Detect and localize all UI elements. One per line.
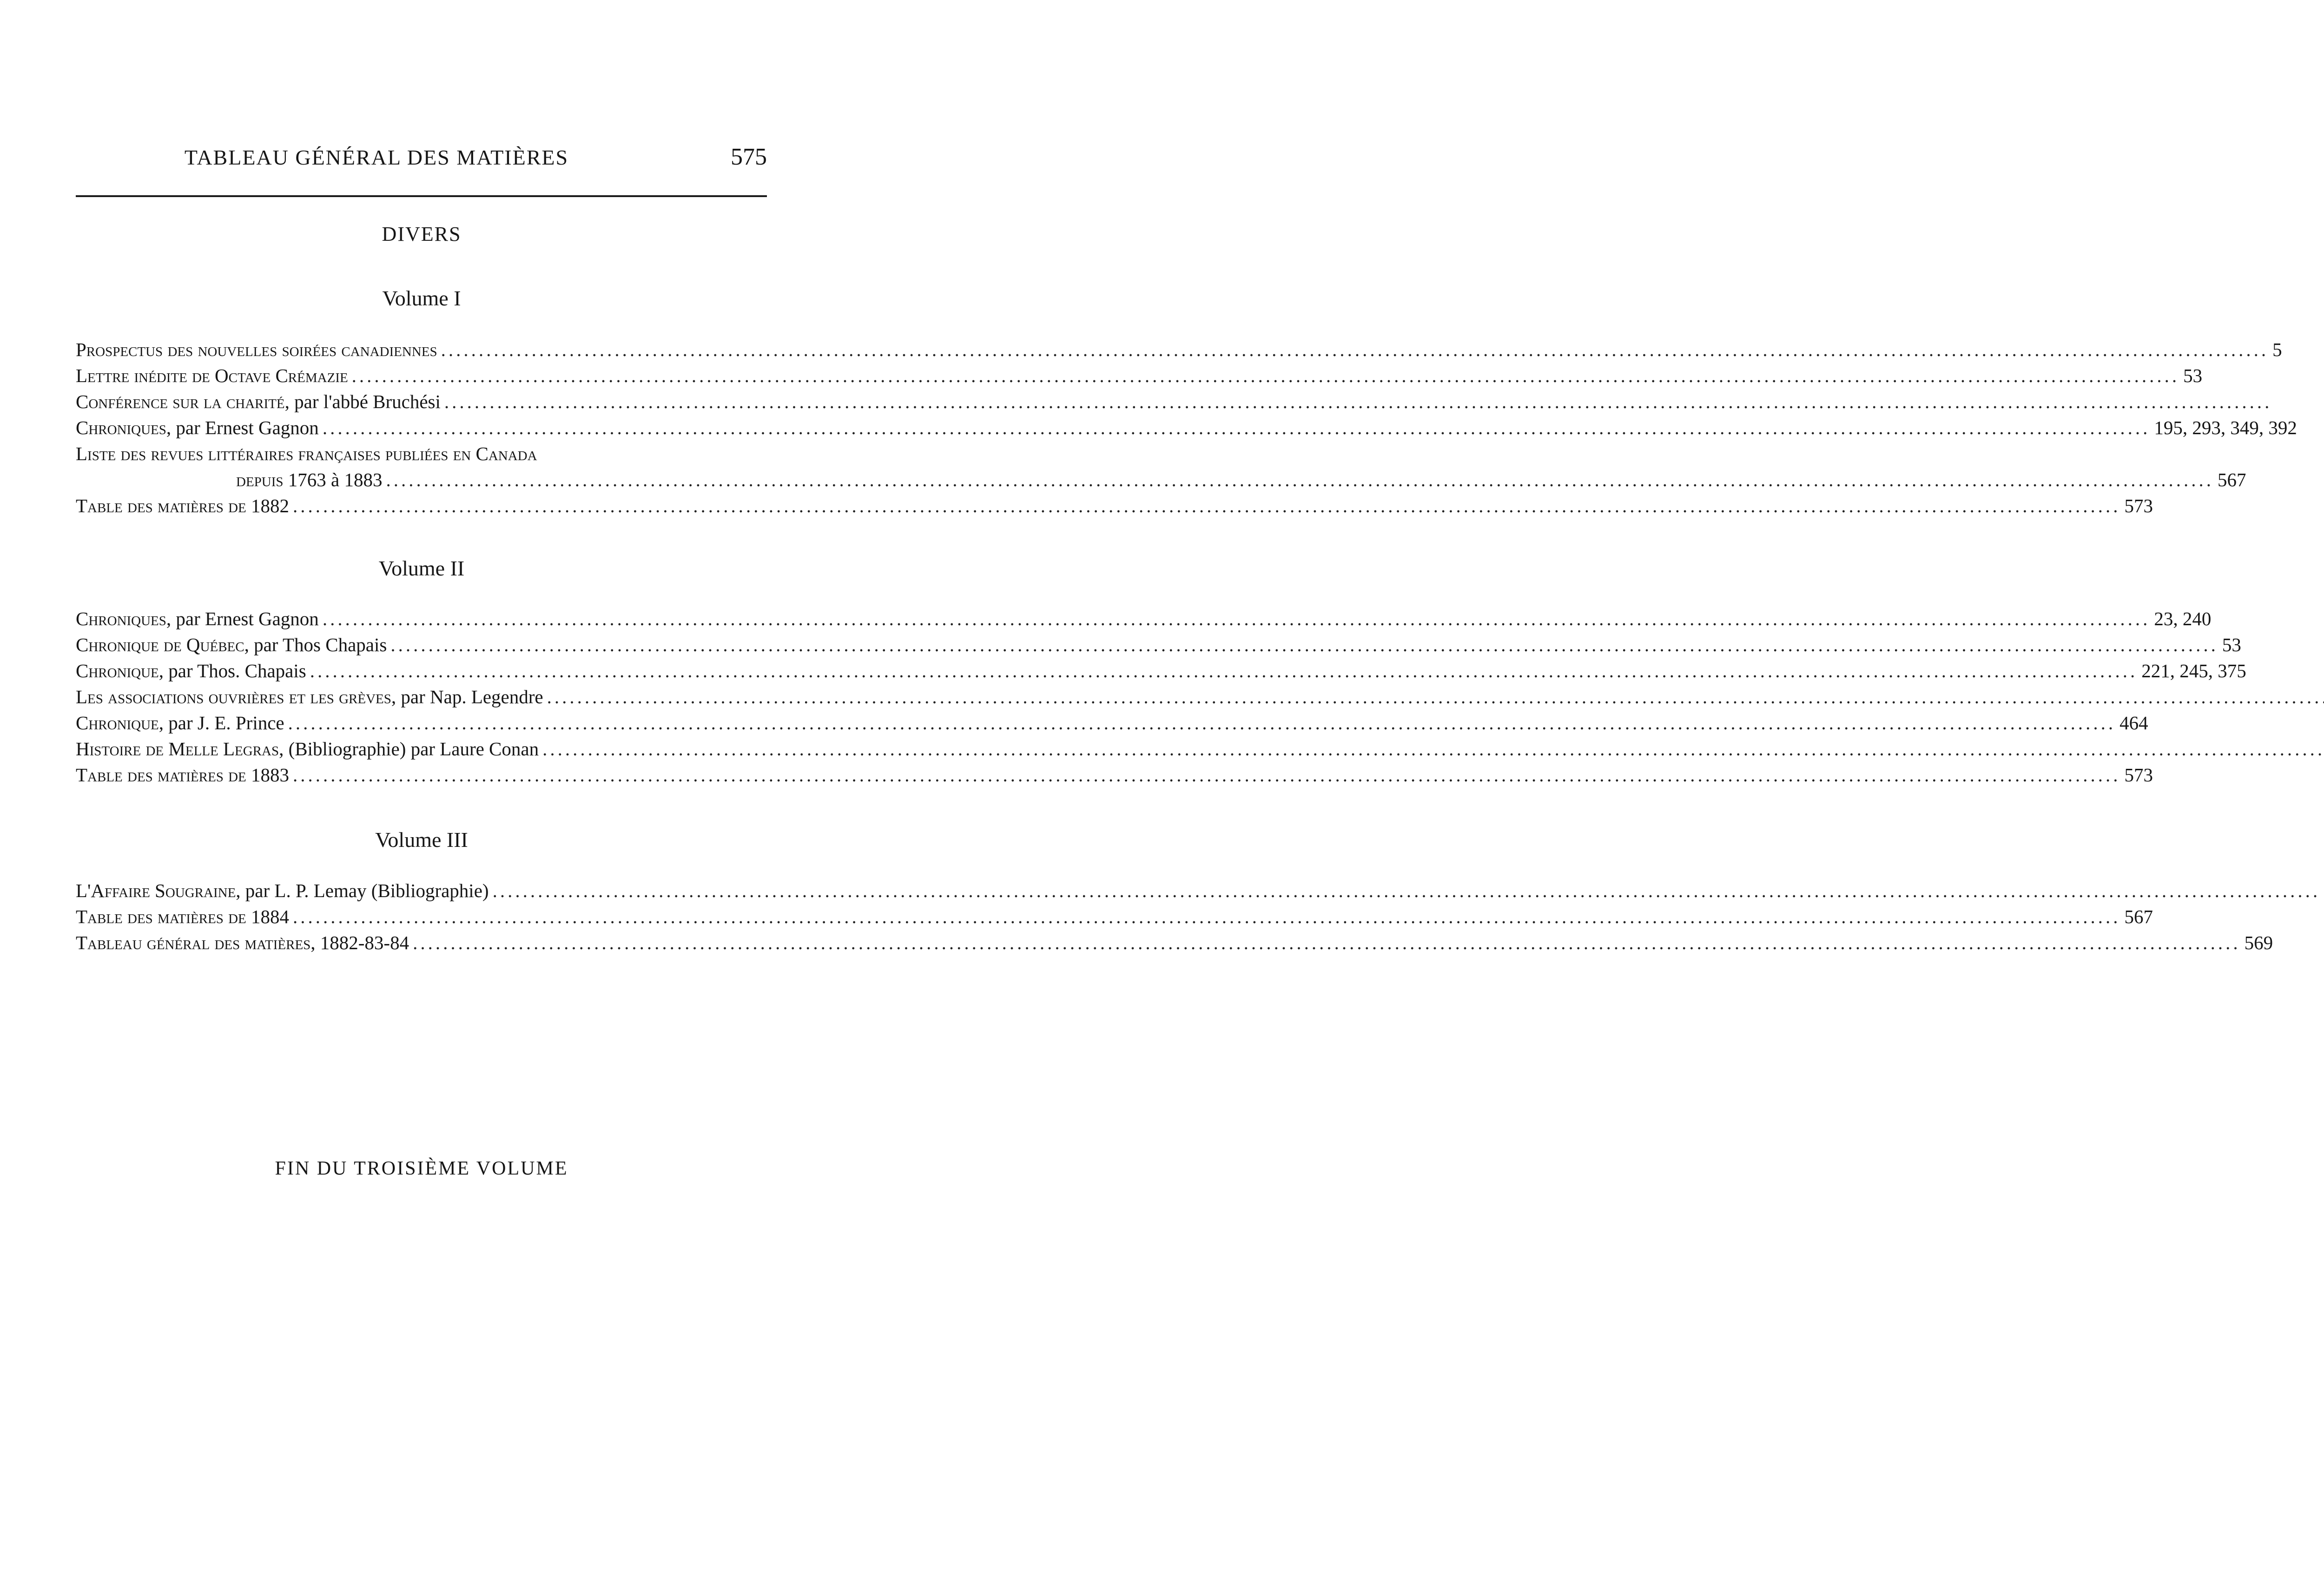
- entry-page: 195, 293, 349, 392: [2154, 417, 2297, 438]
- entry-title: Chroniques, par Ernest Gagnon: [76, 417, 319, 438]
- toc-entry: [76, 660, 2246, 686]
- dot-leader: [542, 738, 2324, 760]
- entry-title: Conférence sur la charité, par l'abbé Bruchési: [76, 391, 441, 412]
- page-number: 575: [731, 144, 767, 170]
- toc-entry: [76, 686, 767, 712]
- toc-entry: [76, 634, 2241, 660]
- entry-title: Tableau général des matières, 1882-83-84: [76, 932, 409, 953]
- entry-page: 573: [2124, 764, 2153, 786]
- dot-leader: [323, 608, 2151, 630]
- toc-entry: [76, 712, 2148, 738]
- dot-leader: [293, 495, 2121, 517]
- entry-page: 5: [2272, 339, 2282, 360]
- volume-2-entries: [76, 608, 2246, 790]
- dot-leader: [323, 416, 2151, 439]
- toc-entry: [76, 932, 2273, 958]
- entry-page: 53: [2183, 365, 2203, 386]
- dot-leader: [386, 469, 2214, 491]
- entry-title: Liste des revues littéraires françaises publiées en Canada: [76, 443, 537, 464]
- entry-title: L'Affaire Sougraine, par L. P. Lemay (Bibliographie): [76, 880, 489, 901]
- entry-title: Table des matières de 1884: [76, 906, 289, 927]
- entry-title: Chronique, par J. E. Prince: [76, 712, 284, 733]
- entry-title: depuis 1763 à 1883: [236, 469, 383, 490]
- entry-page: 221, 245, 375: [2141, 660, 2246, 681]
- header-rule: [76, 195, 767, 197]
- volume-heading-1: Volume I: [382, 286, 461, 310]
- toc-entry-continuation: [76, 469, 2246, 495]
- dot-leader: [493, 879, 2321, 902]
- entry-page: 567: [2124, 906, 2153, 927]
- toc-entry: [76, 364, 2203, 390]
- running-title: TABLEAU GÉNÉRAL DES MATIÈRES: [184, 145, 569, 169]
- entry-title: Chroniques, par Ernest Gagnon: [76, 608, 319, 629]
- volume-heading-2: Volume II: [378, 556, 465, 580]
- entry-title: Table des matières de 1883: [76, 764, 289, 786]
- dot-leader: [547, 686, 2324, 708]
- dot-leader: [293, 764, 2121, 786]
- volume-1-entries: [76, 338, 2297, 521]
- volume-heading-3: Volume III: [375, 828, 468, 852]
- section-title: DIVERS: [382, 223, 462, 245]
- toc-entry: [76, 338, 2282, 364]
- toc-entry: [76, 416, 2297, 443]
- entry-title: Table des matières de 1882: [76, 495, 289, 516]
- dot-leader: [293, 905, 2121, 928]
- running-head: [74, 145, 767, 173]
- entry-title: Chronique, par Thos. Chapais: [76, 660, 306, 681]
- toc-entry: [76, 390, 767, 416]
- entry-page: 569: [2244, 932, 2273, 953]
- entry-page: 573: [2124, 495, 2153, 516]
- dot-leader: [413, 932, 2241, 954]
- entry-page: 23, 240: [2154, 608, 2212, 629]
- dot-leader: [352, 364, 2180, 387]
- end-of-volume-note: FIN DU TROISIÈME VOLUME: [275, 1158, 568, 1179]
- toc-entry: [76, 608, 2212, 634]
- dot-leader: [441, 338, 2269, 361]
- dot-leader: [444, 390, 2272, 413]
- toc-entry: [76, 443, 767, 469]
- dot-leader: [390, 634, 2218, 656]
- entry-page: 53: [2222, 634, 2241, 655]
- toc-entry: [76, 879, 767, 905]
- toc-entry: [76, 495, 2153, 521]
- entry-title: Chronique de Québec, par Thos Chapais: [76, 634, 387, 655]
- dot-leader: [310, 660, 2138, 682]
- toc-entry: [76, 738, 767, 764]
- entry-title: Les associations ouvrières et les grèves, par Nap. Legendre: [76, 686, 543, 707]
- toc-entry: [76, 764, 2153, 790]
- dot-leader: [288, 712, 2116, 734]
- entry-title: Histoire de Melle Legras, (Bibliographie) par Laure Conan: [76, 738, 539, 760]
- volume-3-entries: [76, 879, 2273, 958]
- entry-title: Prospectus des nouvelles soirées canadiennes: [76, 339, 437, 360]
- entry-title: Lettre inédite de Octave Crémazie: [76, 365, 348, 386]
- toc-entry: [76, 905, 2153, 932]
- entry-page: 567: [2217, 469, 2246, 490]
- entry-page: 464: [2119, 712, 2148, 733]
